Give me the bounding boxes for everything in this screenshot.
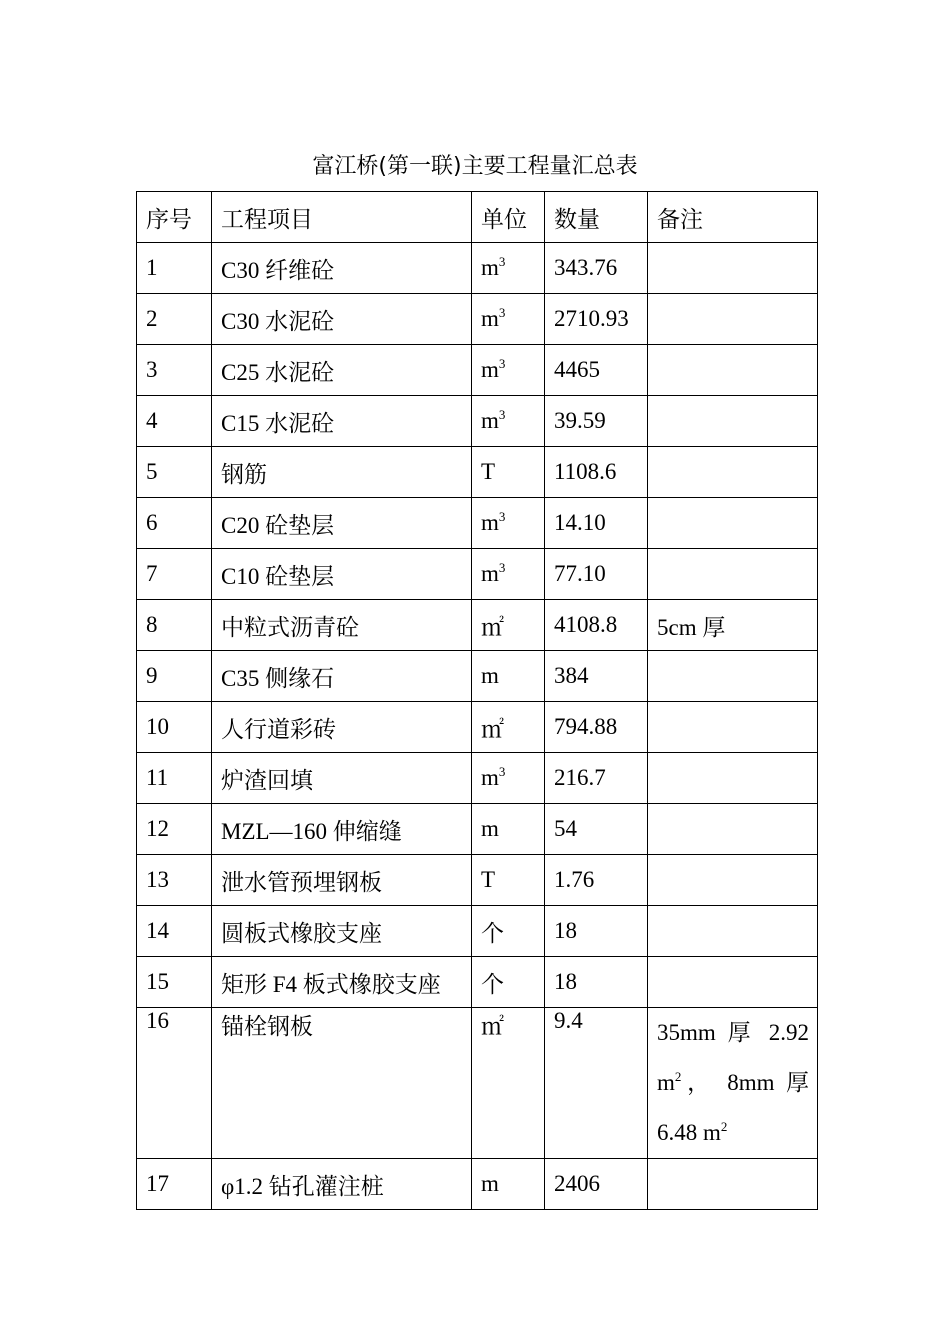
quantity-cell-text: 39.59 [554, 408, 606, 433]
item-name-cell [212, 600, 472, 651]
unit-cell-text: ㎡ [481, 716, 504, 742]
row-number-cell-text: 15 [146, 969, 169, 994]
row-number-cell [137, 549, 212, 600]
item-name-cell [212, 549, 472, 600]
quantity-cell-text: 1108.6 [554, 459, 617, 484]
item-name-cell-text: MZL—160 伸缩缝 [221, 818, 402, 844]
item-name-cell-text: 中粒式沥青砼 [221, 614, 359, 640]
note-cell [648, 651, 818, 702]
note-cell [648, 447, 818, 498]
item-name-cell [212, 906, 472, 957]
unit-cell-text: T [481, 867, 496, 892]
quantity-cell [545, 753, 648, 804]
note-cell [648, 1159, 818, 1210]
unit-cell-text: 个 [481, 971, 504, 997]
unit-superscript: 3 [498, 509, 506, 524]
page-title: 富江桥(第一联)主要工程量汇总表 [312, 154, 638, 179]
row-number-cell-text: 17 [146, 1171, 169, 1196]
quantity-cell-text: 2710.93 [554, 306, 629, 331]
unit-cell [472, 447, 545, 498]
quantity-cell-text: 1.76 [554, 867, 595, 892]
item-name-cell-text: 矩形 F4 板式橡胶支座 [221, 971, 441, 997]
row-number-cell-text: 9 [146, 663, 158, 688]
note-cell [648, 1008, 818, 1159]
item-name-cell-text: C30 纤维砼 [221, 257, 335, 283]
table-row [137, 1159, 818, 1210]
row-number-cell-text: 7 [146, 561, 158, 586]
quantity-cell-text: 14.10 [554, 510, 606, 535]
quantity-summary-table [136, 191, 818, 1210]
row-number-cell [137, 396, 212, 447]
item-name-cell-text: C35 侧缘石 [221, 665, 335, 691]
quantity-cell [545, 906, 648, 957]
quantity-cell-text: 384 [554, 663, 589, 688]
unit-cell [472, 957, 545, 1008]
unit-cell [472, 243, 545, 294]
unit-cell [472, 600, 545, 651]
table-row [137, 498, 818, 549]
quantity-cell [545, 345, 648, 396]
table-row [137, 651, 818, 702]
quantity-cell-text: 4465 [554, 357, 600, 382]
quantity-cell-text: 794.88 [554, 714, 618, 739]
note-superscript: 2 [674, 1069, 682, 1084]
note-superscript: 2 [720, 1119, 728, 1134]
item-name-cell-text: C15 水泥砼 [221, 410, 335, 436]
unit-cell-text: m [481, 816, 499, 841]
note-cell [648, 804, 818, 855]
item-name-cell-text: φ1.2 钻孔灌注桩 [221, 1173, 384, 1199]
note-cell [648, 243, 818, 294]
row-number-cell [137, 447, 212, 498]
quantity-cell [545, 243, 648, 294]
quantity-cell [545, 651, 648, 702]
table-row [137, 957, 818, 1008]
note-cell [648, 294, 818, 345]
unit-cell [472, 804, 545, 855]
item-name-cell [212, 396, 472, 447]
row-number-cell-text: 4 [146, 408, 158, 433]
quantity-cell-text: 77.10 [554, 561, 606, 586]
row-number-cell-text: 13 [146, 867, 169, 892]
unit-cell [472, 1008, 545, 1159]
quantity-cell-text: 2406 [554, 1171, 600, 1196]
note-text: ， 8mm 厚 6.48 m [657, 1070, 809, 1145]
item-name-cell-text: C30 水泥砼 [221, 308, 335, 334]
item-name-cell-text: C10 砼垫层 [221, 563, 335, 589]
unit-cell-text: m [481, 306, 499, 331]
unit-cell-text: m [481, 255, 499, 280]
row-number-cell [137, 906, 212, 957]
header-cell-note: 备注 [648, 192, 818, 243]
table-row [137, 345, 818, 396]
row-number-cell [137, 243, 212, 294]
row-number-cell-text: 1 [146, 255, 158, 280]
unit-cell-text: m [481, 408, 499, 433]
table-row [137, 396, 818, 447]
table-header-row [137, 192, 818, 243]
row-number-cell [137, 957, 212, 1008]
table-row [137, 855, 818, 906]
note-cell-text: 5cm 厚 [657, 614, 726, 640]
table-row [137, 753, 818, 804]
item-name-cell [212, 294, 472, 345]
unit-cell-text: m [481, 510, 499, 535]
quantity-cell [545, 447, 648, 498]
item-name-cell-text: 钢筋 [221, 461, 267, 487]
quantity-cell-text: 216.7 [554, 765, 606, 790]
row-number-cell [137, 702, 212, 753]
quantity-cell-text: 18 [554, 918, 577, 943]
table-row [137, 804, 818, 855]
item-name-cell [212, 651, 472, 702]
header-cell-unit: 单位 [472, 192, 545, 243]
unit-superscript: 3 [498, 560, 506, 575]
row-number-cell-text: 10 [146, 714, 169, 739]
note-cell [648, 957, 818, 1008]
table-row [137, 294, 818, 345]
row-number-cell-text: 12 [146, 816, 169, 841]
item-name-cell [212, 855, 472, 906]
row-number-cell [137, 1008, 212, 1159]
item-name-cell [212, 345, 472, 396]
quantity-cell [545, 804, 648, 855]
quantity-cell [545, 294, 648, 345]
note-cell [648, 498, 818, 549]
header-cell-item: 工程项目 [212, 192, 472, 243]
unit-cell [472, 702, 545, 753]
note-cell [648, 906, 818, 957]
unit-cell [472, 753, 545, 804]
row-number-cell [137, 753, 212, 804]
row-number-cell [137, 294, 212, 345]
item-name-cell-text: C20 砼垫层 [221, 512, 335, 538]
quantity-cell [545, 1159, 648, 1210]
quantity-cell-text: 343.76 [554, 255, 618, 280]
item-name-cell-text: 炉渣回填 [221, 767, 313, 793]
note-cell [648, 549, 818, 600]
item-name-cell-text: 圆板式橡胶支座 [221, 920, 382, 946]
unit-cell [472, 855, 545, 906]
item-name-cell [212, 753, 472, 804]
row-number-cell-text: 2 [146, 306, 158, 331]
item-name-cell [212, 702, 472, 753]
table-row [137, 243, 818, 294]
item-name-cell [212, 447, 472, 498]
row-number-cell-text: 6 [146, 510, 158, 535]
quantity-cell [545, 498, 648, 549]
unit-superscript: 3 [498, 407, 506, 422]
unit-cell [472, 549, 545, 600]
note-cell [648, 855, 818, 906]
unit-cell-text: ㎡ [481, 1014, 504, 1039]
item-name-cell-text: C25 水泥砼 [221, 359, 335, 385]
item-name-cell-text: 锚栓钢板 [221, 1014, 313, 1039]
unit-superscript: 3 [498, 305, 506, 320]
note-cell [648, 345, 818, 396]
row-number-cell [137, 600, 212, 651]
note-cell [648, 396, 818, 447]
row-number-cell [137, 498, 212, 549]
item-name-cell [212, 957, 472, 1008]
unit-cell-text: m [481, 765, 499, 790]
table-row [137, 600, 818, 651]
unit-cell-text: ㎡ [481, 614, 504, 640]
row-number-cell-text: 5 [146, 459, 158, 484]
quantity-cell [545, 396, 648, 447]
table-row [137, 702, 818, 753]
row-number-cell [137, 855, 212, 906]
unit-cell-text: m [481, 1171, 499, 1196]
row-number-cell [137, 345, 212, 396]
item-name-cell [212, 804, 472, 855]
item-name-cell [212, 1159, 472, 1210]
item-name-cell [212, 1008, 472, 1159]
table-row [137, 1008, 818, 1159]
row-number-cell-text: 14 [146, 918, 169, 943]
item-name-cell-text: 人行道彩砖 [221, 716, 336, 742]
item-name-cell [212, 243, 472, 294]
quantity-cell [545, 1008, 648, 1159]
unit-cell [472, 396, 545, 447]
unit-superscript: 3 [498, 254, 506, 269]
note-cell [648, 600, 818, 651]
quantity-cell-text: 54 [554, 816, 577, 841]
row-number-cell-text: 8 [146, 612, 158, 637]
row-number-cell [137, 804, 212, 855]
row-number-cell-text: 3 [146, 357, 158, 382]
unit-cell-text: 个 [481, 920, 504, 946]
quantity-cell [545, 957, 648, 1008]
quantity-cell-text: 9.4 [554, 1008, 583, 1033]
unit-cell [472, 498, 545, 549]
quantity-cell [545, 702, 648, 753]
quantity-cell-text: 4108.8 [554, 612, 618, 637]
table-row [137, 549, 818, 600]
unit-cell [472, 1159, 545, 1210]
unit-cell [472, 906, 545, 957]
item-name-cell [212, 498, 472, 549]
unit-cell-text: m [481, 357, 499, 382]
item-name-cell-text: 泄水管预埋钢板 [221, 869, 382, 895]
note-text: 35mm 厚 2.92 m [657, 1020, 809, 1095]
unit-superscript: 3 [498, 764, 506, 779]
header-cell-no: 序号 [137, 192, 212, 243]
unit-superscript: 3 [498, 356, 506, 371]
table-row [137, 906, 818, 957]
unit-cell-text: m [481, 561, 499, 586]
row-number-cell-text: 16 [146, 1008, 169, 1033]
quantity-cell [545, 855, 648, 906]
header-cell-qty: 数量 [545, 192, 648, 243]
unit-cell [472, 651, 545, 702]
unit-cell [472, 345, 545, 396]
quantity-cell-text: 18 [554, 969, 577, 994]
note-cell [648, 702, 818, 753]
unit-cell-text: m [481, 663, 499, 688]
table-row [137, 447, 818, 498]
row-number-cell [137, 1159, 212, 1210]
note-cell [648, 753, 818, 804]
row-number-cell [137, 651, 212, 702]
unit-cell-text: T [481, 459, 496, 484]
unit-cell [472, 294, 545, 345]
quantity-cell [545, 600, 648, 651]
quantity-cell [545, 549, 648, 600]
row-number-cell-text: 11 [146, 765, 169, 790]
